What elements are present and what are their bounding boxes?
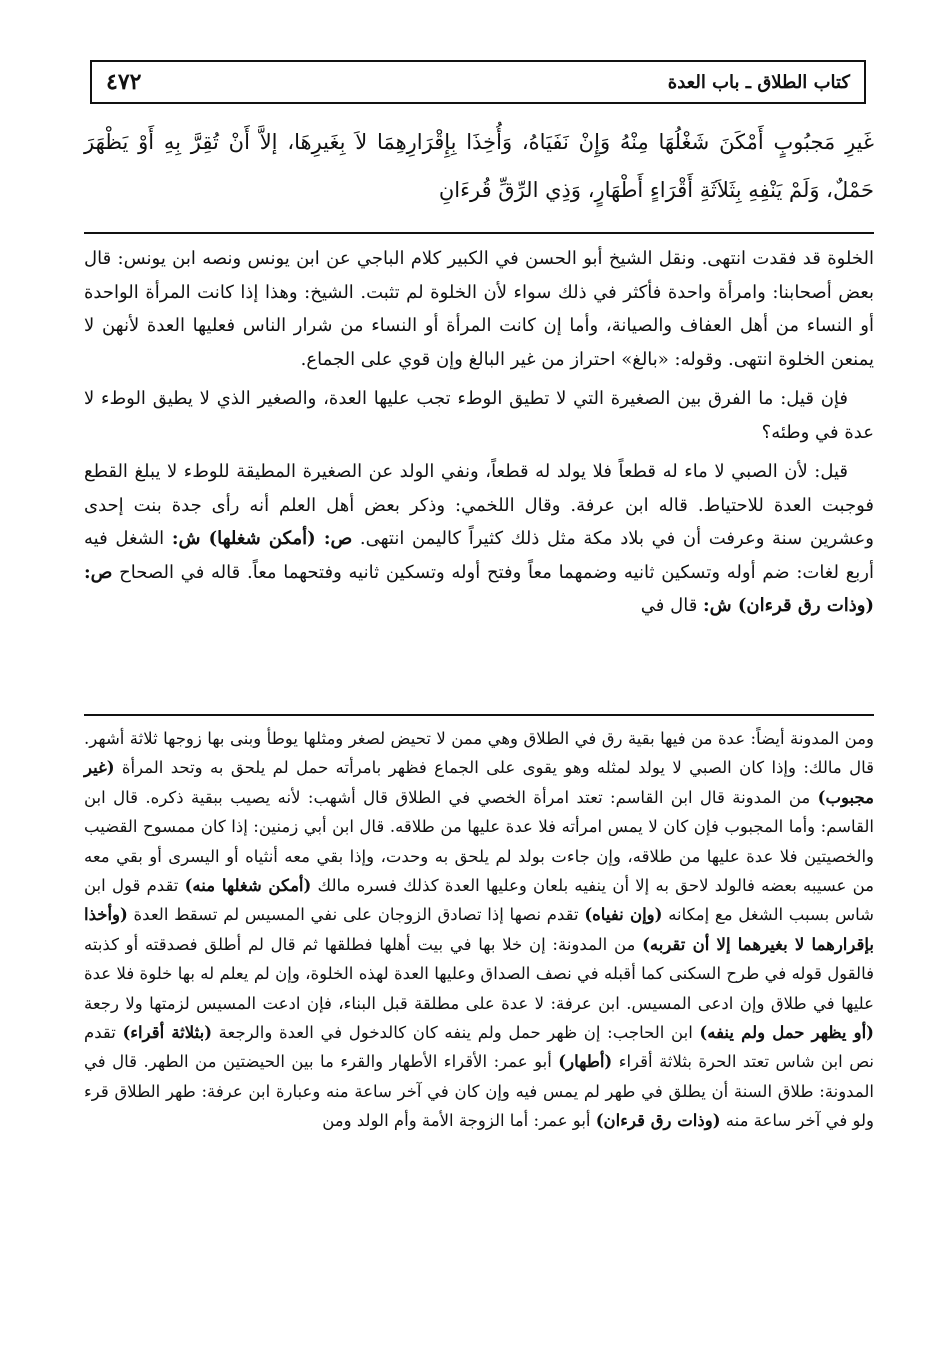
- commentary-text: قيل: لأن الصبي لا ماء له قطعاً فلا يولد له قطعاً، ونفي الولد عن الصغيرة المطيقة للوطء لا يبلغ القطع فوجبت العدة للاحتياط. قاله ابن عرفة. وقال اللخمي: وذكر بعض أهل العلم أنه رأى جدة بنت إحدى وعشرين سنة وعرفت أن في بلاد مكة مثل ذلك كثيراً كاليمن انتهى.: [84, 461, 874, 549]
- commentary-text: قال في: [640, 595, 704, 616]
- note-text: ومن المدونة أيضاً: عدة من فيها بقية رق في الطلاق وهي ممن لا تحيض لصغر ومثلها يوطأ وبنى بها زوجها ثلاثة أشهر. قال مالك: وإذا كان الصبي لا يولد لمثله وهو يقوى على الجماع فظهر بامرأته حمل لم يلحق به وتحد المرأة: [84, 729, 874, 778]
- quoted-phrase: (أمكن شغلها منه): [184, 876, 312, 896]
- book-page: [84, 56, 874, 1346]
- note-text: تقدم نص ابن شاس تعتد الحرة بثلاثة أقراء: [84, 1023, 875, 1072]
- note-text: تقدم نصها إذا تصادق الزوجان على نفي المسيس لم تسقط العدة: [127, 905, 585, 925]
- note-text: أبو عمر: الأقراء الأطهار والقرء ما بين الحيضتين من الطهر. قال في المدونة: طلاق السنة أن يطلق في طهر لم يمس فيه وإن كان في آخر ساعة منه وعبارة ابن عرفة: طهر الطلاق قرء ولو في آخر ساعة منه: [84, 1052, 874, 1131]
- note-text: تقدم قول ابن شاس بسبب الشغل مع إمكانه: [84, 876, 874, 925]
- divider-rule: [84, 714, 874, 716]
- main-text: غَيرِ مَجبُوبٍ أَمْكَنَ شَغْلُهَا مِنْهُ وَإِنْ نَفَيَاهُ، وَأُخِذَا بِإِقْرَارِهِمَا لاَ بِغَيرِهَا، إلاَّ أَنْ تُقِرَّ بِهِ أَوْ يَظْهَرَ حَمْلٌ، وَلَمْ يَنْفِهِ بِثَلاَثَةِ أَقْرَاءٍ أَطْهَارٍ، وَذِي الرِّقِّ قُرءَانِ: [84, 130, 874, 202]
- divider-rule: [84, 232, 874, 234]
- quoted-phrase: ص: (وذات رق قرءان) ش:: [84, 561, 874, 616]
- quoted-phrase: (بثلاثة أقراء): [122, 1023, 213, 1043]
- quoted-phrase: (أطهار): [558, 1052, 613, 1072]
- commentary-text: الشغل فيه أربع لغات: ضم أوله وتسكين ثانيه وضمهما معاً وفتح أوله وتسكين ثانيه وفتحهما معاً. قاله في الصحاح: [84, 528, 874, 583]
- note-text: من المدونة قال ابن القاسم: تعتد امرأة الخصي في الطلاق قال أشهب: لأنه يصيب ببقية ذكره. قال ابن القاسم: وأما المجبوب فإن كان لا يمس امرأته فلا عدة عليها من طلاقه. قال ابن أبي زمنين: إذا كان ممسوح القضيب والخصيتين فلا عدة عليها من طلاقه، وإن جاءت بولد لم يلحق به وحدت، وإذا بقي معه أنثياه أو اليسرى أو بقي معه من عسيبه بعضه فالولد لاحق به إلا أن ينفيه بلعان وعليها العدة كذلك فسره مالك: [84, 787, 875, 896]
- note-text: أبو عمر: أما الزوجة الأمة وأم الولد ومن: [322, 1111, 596, 1131]
- quoted-phrase: ص: (أمكن شغلها) ش:: [171, 528, 353, 549]
- quoted-phrase: (وإن نفياه): [584, 905, 663, 925]
- quoted-phrase: (أو يظهر حمل ولم ينفه): [699, 1023, 874, 1043]
- quoted-phrase: (وأخذا بإقرارهما لا بغيرهما إلا أن تقربه): [84, 905, 874, 954]
- quoted-phrase: (وذات رق قرءان): [595, 1111, 721, 1131]
- quoted-phrase: (غير مجبوب): [84, 758, 874, 807]
- footnote-paragraph: [84, 724, 874, 1136]
- note-text: من المدونة: إن خلا بها في بيت أهلها فطلقها ثم قال لم أطلق فصدقته أو كذبته فالقول قوله في طرح السكنى كما أقبله في نصف الصداق وعليها العدة لهذه الخلوة، وإن لم يعلم له بها خلوة فلا عدة عليها في طلاق وإن ادعى المسيس. ابن عرفة: لا عدة على مطلقة قبل البناء، فإن ادعت المسيس لزمتها ولا رجعة: [84, 934, 874, 1013]
- running-header: [90, 60, 866, 104]
- chapter-title: كتاب الطلاق ـ باب العدة: [667, 71, 850, 93]
- commentary: [84, 242, 874, 629]
- commentary-paragraph: [84, 455, 874, 623]
- commentary-paragraph: فإن قيل: ما الفرق بين الصغيرة التي لا تطيق الوطء تجب عليها العدة، والصغير الذي لا يطيق الوطء لا عدة في وطئه؟: [84, 388, 874, 443]
- footnote-commentary: [84, 724, 874, 1136]
- note-text: ابن الحاجب: إن ظهر حمل ولم ينفه كان كالدخول في العدة والرجعة: [212, 1023, 700, 1043]
- commentary-paragraph: الخلوة قد فقدت انتهى. ونقل الشيخ أبو الحسن في الكبير كلام الباجي عن ابن يونس ونصه ابن يونس: قال بعض أصحابنا: وامرأة واحدة فأكثر في ذلك سواء لأن الخلوة لم تثبت. الشيخ: وهذا إذا كانت المرأة الواحدة أو النساء من أهل العفاف والصيانة، وأما إن كانت المرأة أو النساء من شرار الناس فعليها العدة لأنهن لا يمنعن الخلوة انتهى. وقوله: «بالغ» احتراز من غير البالغ وإن قوي على الجماع.: [84, 248, 874, 370]
- page-number: ٤٧٢: [106, 69, 142, 95]
